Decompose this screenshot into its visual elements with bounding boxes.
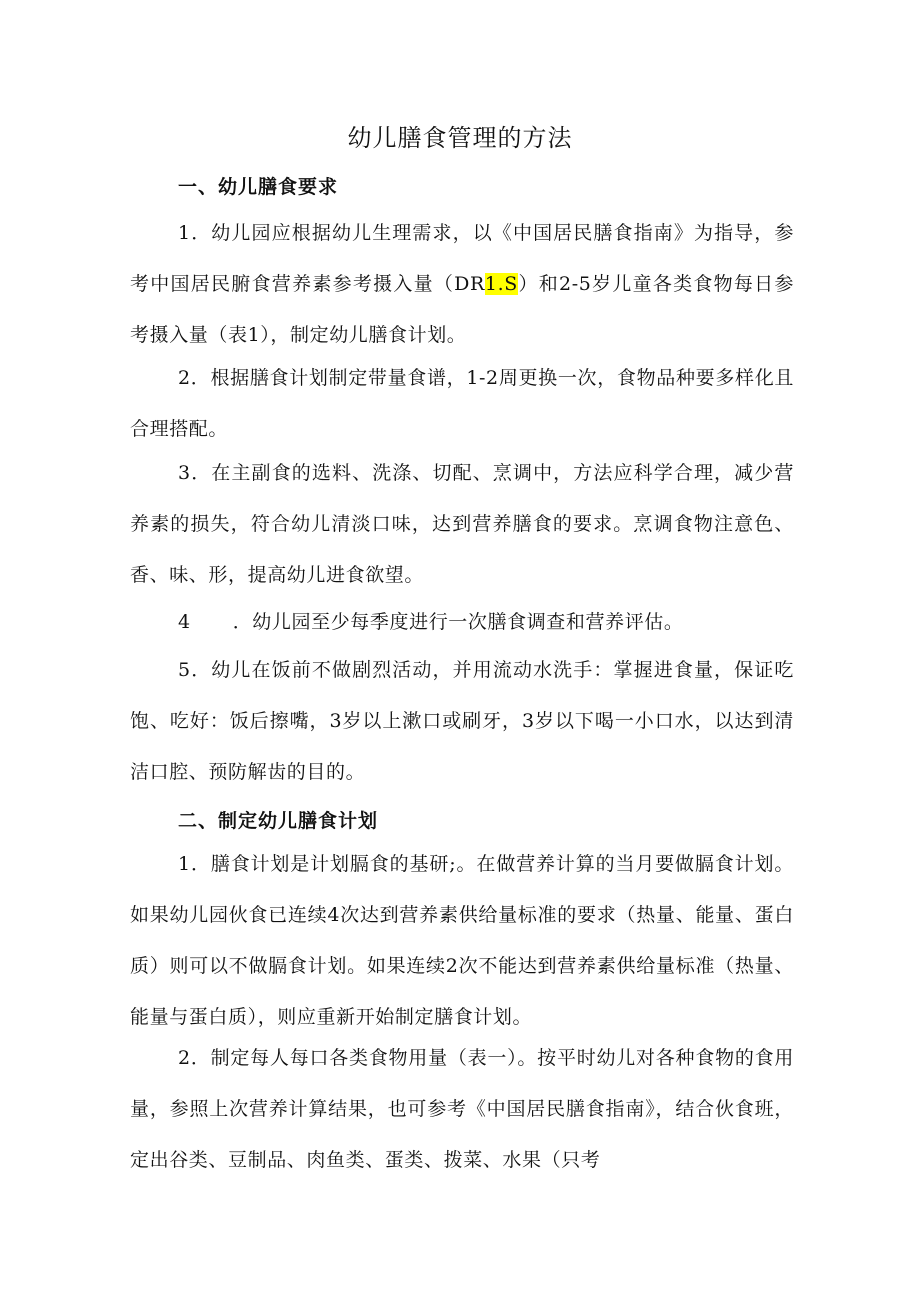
paragraph-1-1 bbox=[130, 208, 794, 361]
section-heading-2: 二、制定幼儿膳食计划 bbox=[178, 810, 379, 832]
paragraph-1-3: 3．在主副食的选料、洗涤、切配、烹调中，方法应科学合理，减少营养素的损失，符合幼儿清淡口味，达到营养膳食的要求。烹调食物注意色、香、味、形，提高幼儿进食欲望。 bbox=[130, 462, 794, 586]
highlighted-text: 1.S bbox=[484, 273, 518, 295]
paragraph-2-1: 1．膳食计划是计划膈食的基研;。在做营养计算的当月要做膈食计划。如果幼儿园伙食已连续4次达到营养素供给量标准的要求（热量、能量、蛋白质）则可以不做膈食计划。如果连续2次不能达到营养素供给量标准（热量、能量与蛋白质），则应重新开始制定膳食计划。 bbox=[130, 853, 794, 1028]
paragraph-1-1-text-a: 1．幼儿园应根据幼儿生理需求，以《中国居民膳食指南》为指导，参考中国居民腑食营养素参考摄入量（DR bbox=[130, 222, 794, 295]
paragraph-2-2: 2．制定每人每口各类食物用量（表一）。按平时幼儿对各种食物的食用量，参照上次营养计算结果，也可参考《中国居民膳食指南》，结合伙食班，定出谷类、豆制品、肉鱼类、蛋类、拨菜、水果（只考 bbox=[130, 1047, 794, 1171]
paragraph-1-2: 2．根据膳食计划制定带量食谱，1-2周更换一次，食物品种要多样化且合理搭配。 bbox=[130, 367, 794, 440]
paragraph-1-1-text-b: ）和2-5岁儿童各类食物每日参考摄入量（表1），制定幼儿膳食计划。 bbox=[130, 273, 794, 346]
paragraph-1-4-number: 4 bbox=[178, 611, 191, 633]
paragraph-1-4 bbox=[130, 597, 794, 648]
paragraph-1-5: 5．幼儿在饭前不做剧烈活动，并用流动水洗手：掌握进食量，保证吃饱、吃好：饭后擦嘴，3岁以上漱口或刷牙，3岁以下喝一小口水，以达到清洁口腔、预防解齿的目的。 bbox=[130, 659, 794, 783]
document-title: 幼儿膳食管理的方法 bbox=[347, 124, 573, 152]
paragraph-1-4-text: ．幼儿园至少每季度进行一次膳食调查和营养评估。 bbox=[232, 611, 684, 633]
section-heading-1: 一、幼儿膳食要求 bbox=[178, 176, 339, 198]
